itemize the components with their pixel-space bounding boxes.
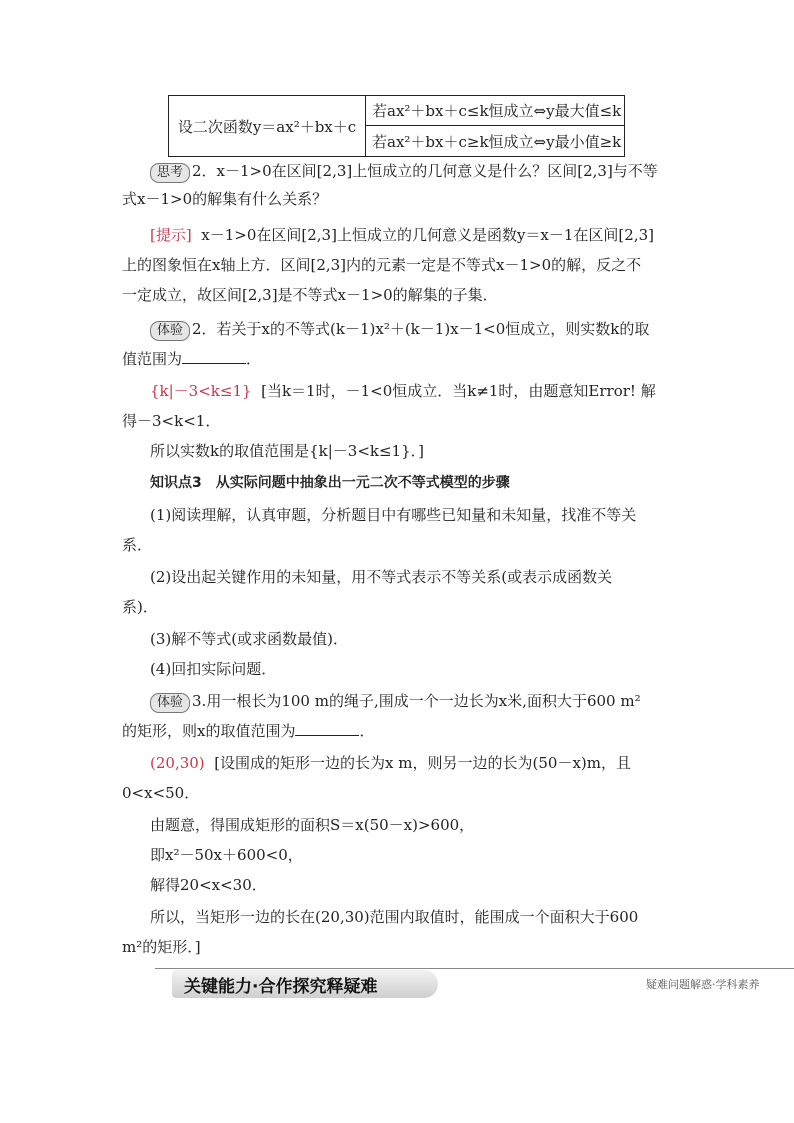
sikao-question-1: 2．x－1>0在区间[2,3]上恒成立的几何意义是什么？区间[2,3]与不等 [192, 162, 658, 180]
tishi-line-1 [150, 224, 682, 246]
sikao-line-1 [150, 160, 682, 183]
tiyan2-question-2: 值范围为 [122, 350, 183, 368]
answer-blank [182, 349, 246, 364]
tiyan2-line-2 [122, 348, 682, 370]
tiyan3-explain-7: m²的矩形．] [122, 938, 201, 956]
kp3-step-2b: 系)． [122, 598, 158, 616]
tiyan2-explain-3: 所以实数k的取值范围是{k|－3<k≤1}．] [150, 442, 424, 460]
knowledge-point-3-title: 知识点3 从实际问题中抽象出一元二次不等式模型的步骤 [150, 475, 510, 491]
tishi-answer-2: 上的图象恒在x轴上方．区间[2,3]内的元素一定是不等式x－1>0的解，反之不 [122, 256, 642, 274]
tiyan3-explain-3: 由题意，得围成矩形的面积S＝x(50－x)>600， [150, 816, 475, 834]
tishi-tag: [提示] [150, 226, 192, 244]
tiyan3-answer-line [150, 752, 682, 774]
tiyan3-line-1 [150, 690, 682, 713]
tiyan3-answer: (20,30) [150, 754, 205, 772]
tiyan2-tag: 体验 [150, 321, 190, 341]
tiyan3-explain-6: 所以，当矩形一边的长在(20,30)范围内取值时，能围成一个面积大于600 [150, 908, 639, 926]
tiyan2-explain-2: 得－3<k<1． [122, 412, 221, 430]
tiyan3-tag: 体验 [150, 693, 190, 713]
sikao-question-2: 式x－1>0的解集有什么关系？ [122, 190, 328, 208]
section-divider [155, 968, 794, 969]
sikao-tag: 思考 [150, 163, 190, 183]
table-row-min: 若ax²＋bx＋c≥k恒成立⇔y最小值≥k [372, 132, 622, 151]
tiyan3-question-1: 3.用一根长为100 m的绳子,围成一个一边长为x米,面积大于600 m² [192, 692, 641, 710]
tiyan2-answer: {k|－3<k≤1} [150, 382, 252, 400]
kp3-step-4: (4)回扣实际问题． [150, 660, 277, 678]
section-subtitle: 疑难问题解惑·学科素养 [646, 978, 760, 991]
tiyan3-question-end: ． [359, 722, 375, 740]
tiyan3-explain-2: 0<x<50． [122, 784, 200, 802]
kp3-step-3: (3)解不等式(或求函数最值)． [150, 630, 348, 648]
tiyan3-question-2: 的矩形，则x的取值范围为 [122, 722, 296, 740]
section-banner: 关键能力·合作探究释疑难 [172, 970, 438, 998]
table-row-max: 若ax²＋bx＋c≤k恒成立⇔y最大值≤k [366, 96, 624, 126]
tiyan2-question-1: 2．若关于x的不等式(k－1)x²＋(k－1)x－1<0恒成立，则实数k的取 [192, 320, 650, 338]
tiyan2-question-end: ． [246, 350, 262, 368]
summary-table [168, 95, 625, 157]
tiyan3-explain-4: 即x²－50x＋600<0， [150, 846, 303, 864]
tiyan3-line-2 [122, 720, 682, 742]
tiyan3-explain-5: 解得20<x<30． [150, 876, 267, 894]
kp3-step-1b: 系． [122, 536, 153, 554]
tiyan2-explain-1: [当k＝1时，－1<0恒成立．当k≠1时，由题意知Error! 解 [261, 382, 656, 400]
tiyan2-line-1 [150, 318, 682, 341]
tishi-answer-1: x－1>0在区间[2,3]上恒成立的几何意义是函数y＝x－1在区间[2,3] [201, 226, 654, 244]
kp3-step-2a: (2)设出起关键作用的未知量，用不等式表示不等关系(或表示成函数关 [150, 568, 613, 586]
table-left-cell: 设二次函数y＝ax²＋bx＋c [169, 96, 366, 156]
tishi-answer-3: 一定成立，故区间[2,3]是不等式x－1>0的解集的子集． [122, 286, 498, 304]
tiyan2-answer-line [150, 380, 682, 402]
kp3-step-1a: (1)阅读理解，认真审题，分析题目中有哪些已知量和未知量，找准不等关 [150, 506, 637, 524]
tiyan3-explain-1: [设围成的矩形一边的长为x m，则另一边的长为(50－x)m，且 [214, 754, 631, 772]
answer-blank [295, 721, 359, 736]
